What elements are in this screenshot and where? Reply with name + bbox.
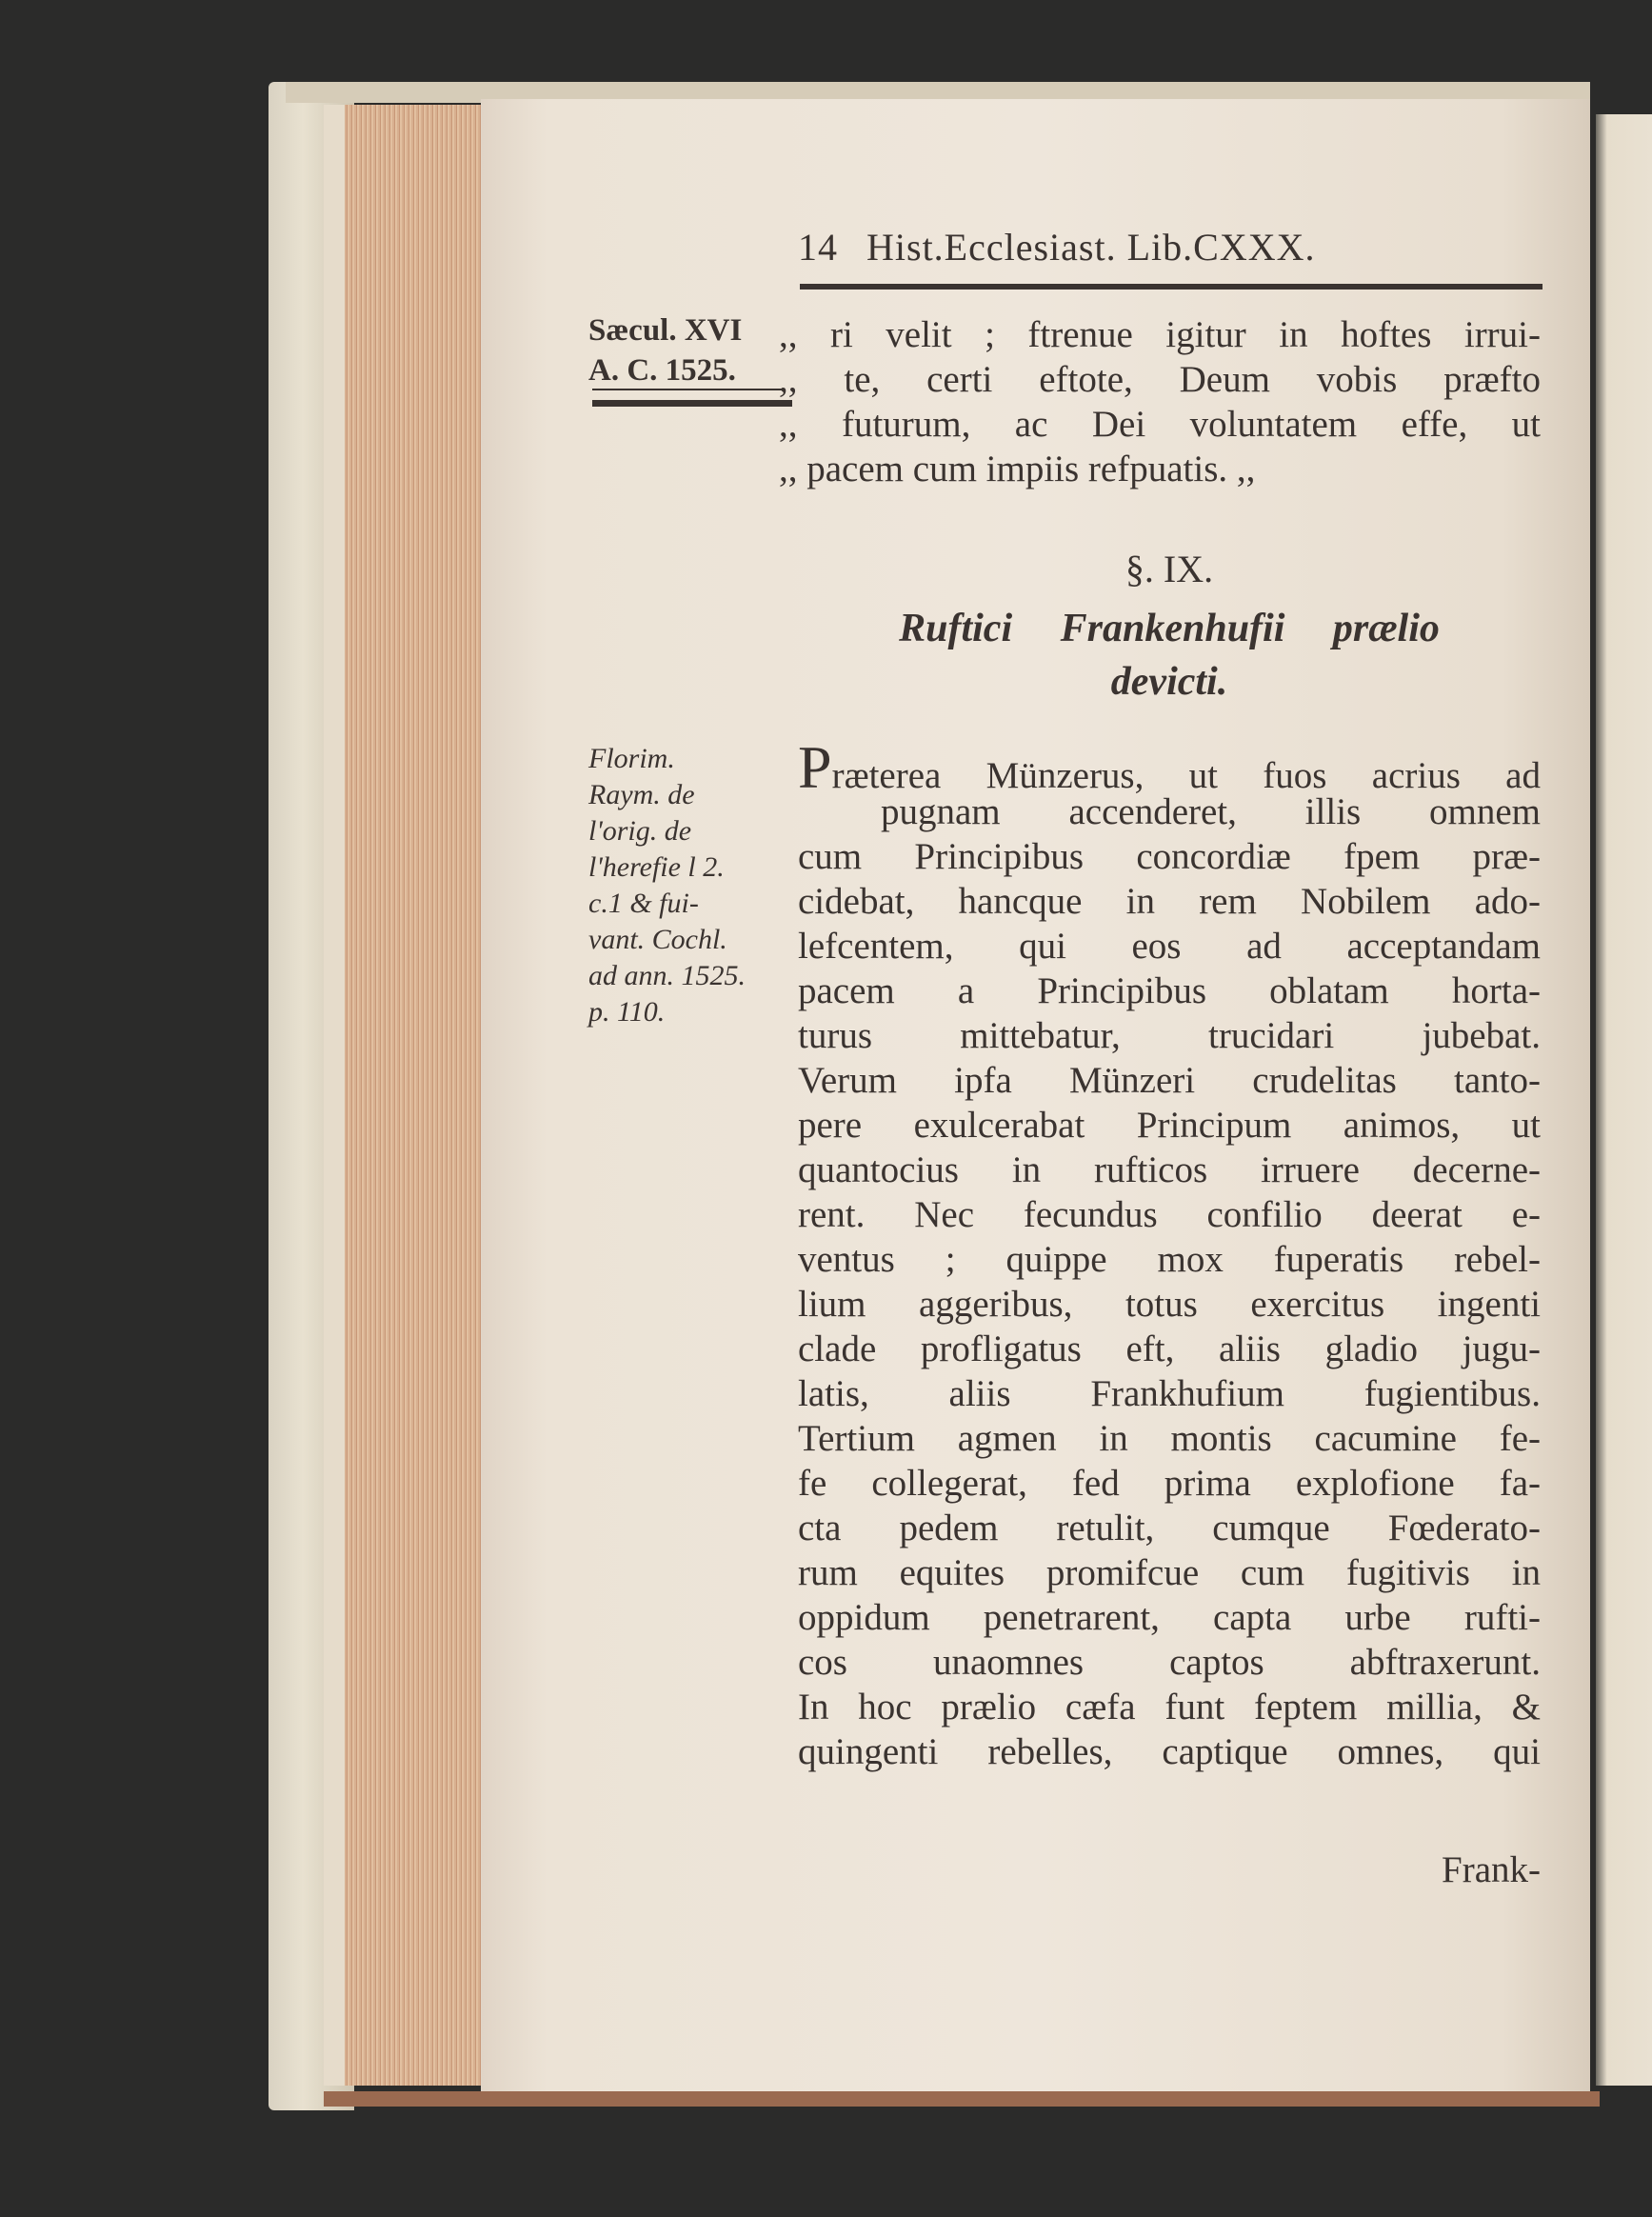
- body-line: rent. Nec fecundus confilio deerat e-: [798, 1194, 1541, 1235]
- section-title-line-2: devicti.: [1110, 660, 1228, 704]
- body-line: Verum ipfa Münzeri crudelitas tanto-: [798, 1060, 1541, 1101]
- page-edges: [345, 105, 484, 2086]
- margin-note-line: l'orig. de: [588, 815, 692, 847]
- body-line: pere exulcerabat Principum animos, ut: [798, 1105, 1541, 1146]
- body-line: Tertium agmen in montis cacumine fe-: [798, 1418, 1541, 1459]
- body-line: cta pedem retulit, cumque Fœderato-: [798, 1508, 1541, 1548]
- quote-line: ,, ri velit ; ftrenue igitur in hoftes irrui-: [779, 314, 1541, 355]
- body-line: cum Principibus concordiæ fpem præ-: [798, 836, 1541, 877]
- margin-note-line: Raym. de: [588, 779, 695, 810]
- body-line: quingenti rebelles, captique omnes, qui: [798, 1731, 1541, 1772]
- facing-page: [1596, 114, 1652, 2086]
- margin-note-line: p. 110.: [588, 996, 666, 1028]
- section-number: §. IX.: [1125, 548, 1214, 590]
- margin-rule-thin: [592, 389, 783, 390]
- margin-note: [588, 741, 746, 1030]
- body-line: pugnam accenderet, illis omnem: [881, 791, 1541, 832]
- margin-note-line: ad ann. 1525.: [588, 960, 746, 991]
- body-line: cidebat, hancque in rem Nobilem ado-: [798, 881, 1541, 922]
- running-header: [798, 225, 1541, 270]
- section-title-line-1: Ruftici Frankenhufii prælio: [899, 607, 1440, 650]
- margin-note-line: vant. Cochl.: [588, 924, 727, 955]
- body-line: turus mittebatur, trucidari jubebat.: [798, 1015, 1541, 1056]
- body-line-first: [798, 733, 1541, 801]
- body-line: lefcentem, qui eos ad acceptandam: [798, 926, 1541, 967]
- quote-line: ,, pacem cum impiis refpuatis. ,,: [779, 449, 1256, 489]
- body-line: ventus ; quippe mox fuperatis rebel-: [798, 1239, 1541, 1280]
- drop-cap: P: [798, 733, 832, 801]
- quote-line: ,, te, certi eftote, Deum vobis præfto: [779, 359, 1541, 400]
- quote-line: ,, futurum, ac Dei voluntatem effe, ut: [779, 404, 1541, 445]
- body-line: quantocius in rufticos irruere decerne-: [798, 1149, 1541, 1190]
- first-line-text: ræterea Münzerus, ut fuos acrius ad: [831, 755, 1541, 796]
- margin-rule: [592, 400, 792, 407]
- running-title: Hist.Ecclesiast. Lib.CXXX.: [866, 226, 1316, 269]
- body-line: lium aggeribus, totus exercitus ingenti: [798, 1284, 1541, 1325]
- catchword: Frank-: [1442, 1849, 1541, 1890]
- margin-note-line: c.1 & fui-: [588, 888, 699, 919]
- body-line: oppidum penetrarent, capta urbe rufti-: [798, 1597, 1541, 1638]
- book-bottom-edge: [324, 2091, 1600, 2107]
- body-line: pacem a Principibus oblatam horta-: [798, 970, 1541, 1011]
- margin-century: Sæcul. XVI: [588, 313, 743, 348]
- margin-note-line: l'herefie l 2.: [588, 851, 725, 883]
- body-line: fe collegerat, fed prima explofione fa-: [798, 1463, 1541, 1504]
- body-line: latis, aliis Frankhufium fugientibus.: [798, 1373, 1541, 1414]
- body-line: rum equites promifcue cum fugitivis in: [798, 1552, 1541, 1593]
- margin-note-line: Florim.: [588, 743, 675, 774]
- body-line: In hoc prælio cæfa funt feptem millia, &: [798, 1687, 1541, 1728]
- body-line: clade profligatus eft, aliis gladio jugu-: [798, 1328, 1541, 1369]
- cover-inner: [324, 105, 347, 2086]
- body-line: cos unaomnes captos abftraxerunt.: [798, 1642, 1541, 1683]
- page-number: 14: [798, 226, 838, 269]
- margin-year: A. C. 1525.: [588, 353, 736, 388]
- header-rule: [800, 284, 1543, 290]
